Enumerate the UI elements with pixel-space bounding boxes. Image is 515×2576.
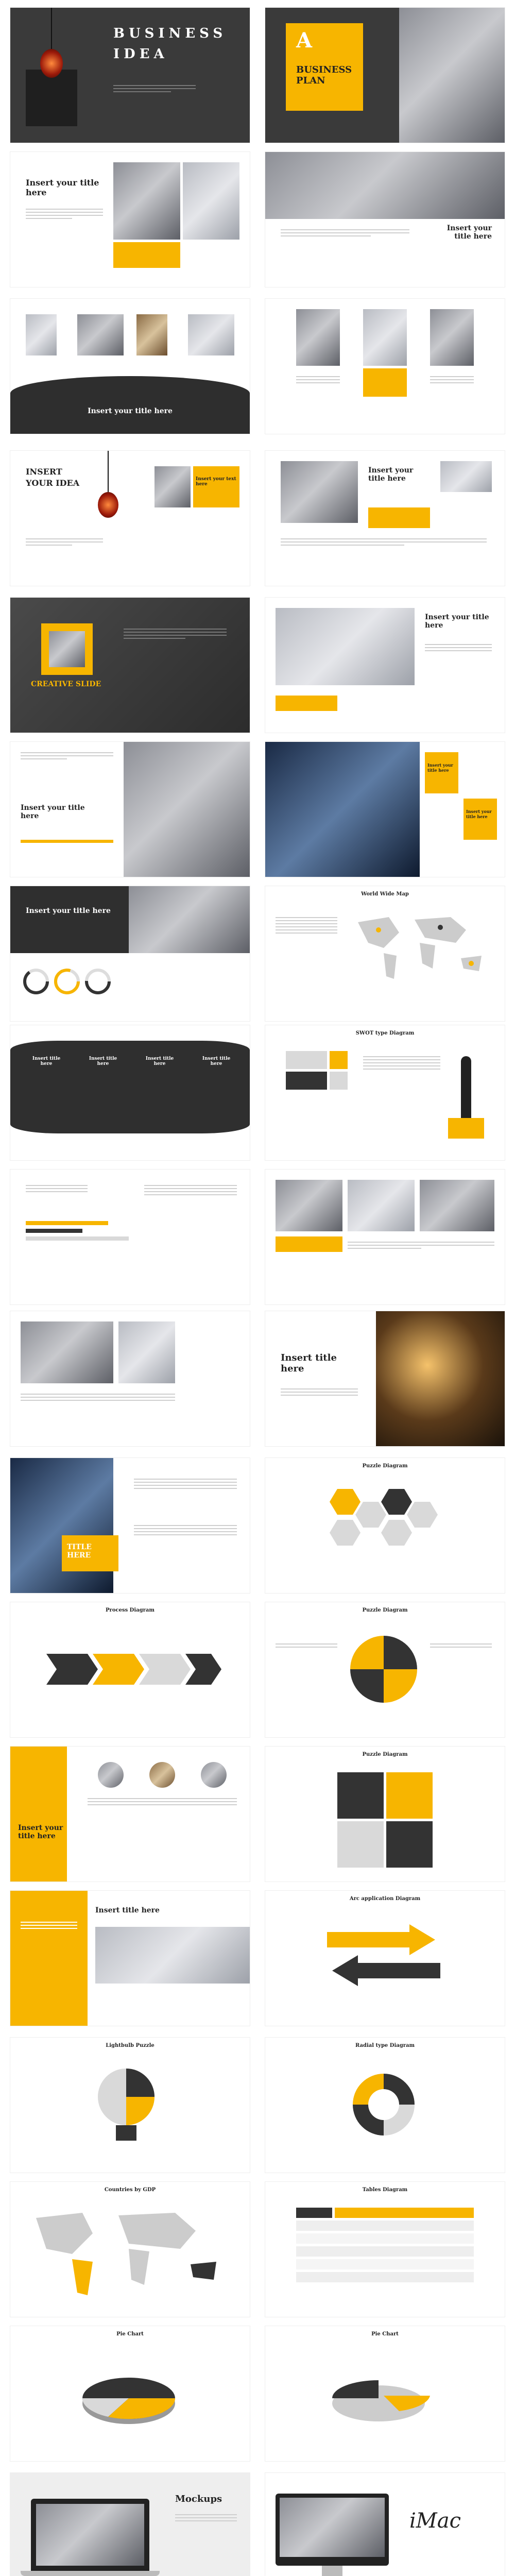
slide-swot[interactable] (265, 1025, 505, 1160)
slide-title: iMac (409, 2509, 461, 2533)
slide-title: Puzzle Diagram (362, 1607, 408, 1613)
slide-team[interactable] (10, 1747, 250, 1882)
slide-insert-idea[interactable] (10, 451, 250, 586)
slide-title: Radial type Diagram (355, 2043, 415, 2048)
slide-insert-title-hand[interactable] (265, 1311, 505, 1446)
slide-title: Pie Chart (116, 2331, 144, 2337)
slide-title: Insert title here (281, 1352, 337, 1374)
slide-business-plan[interactable] (265, 8, 505, 143)
gdp-world-map (26, 2202, 232, 2300)
slide-title: TITLE HERE (67, 1543, 92, 1560)
slide-title: INSERT YOUR IDEA (26, 467, 80, 488)
process-diagram (36, 1633, 221, 1705)
slide-photo-columns[interactable] (265, 299, 505, 434)
slide-puzzle-3[interactable] (265, 1747, 505, 1882)
slide-insert-title-7[interactable] (10, 886, 250, 1021)
slide-insert-title-4[interactable] (265, 451, 505, 586)
slide-title: Insert your title here (18, 1824, 63, 1840)
slide-title: Insert your title here (26, 178, 99, 197)
slide-insert-title-1[interactable] (10, 152, 250, 287)
slide-title: Puzzle Diagram (362, 1752, 408, 1757)
slide-insert-title-2[interactable] (265, 152, 505, 287)
slide-title: SWOT type Diagram (355, 1030, 415, 1036)
slide-title: Mockups (175, 2494, 222, 2504)
slide-title: World Wide Map (361, 891, 409, 897)
lightbulb-icon (93, 451, 124, 533)
slide-title: BUSINESS IDEA (113, 26, 227, 62)
circle-puzzle (348, 1633, 420, 1705)
slide-title: Insert your title here (88, 407, 173, 415)
slide-text-bars[interactable] (10, 1170, 250, 1304)
slide-letter: A (296, 28, 313, 53)
slide-insert-title-6[interactable] (10, 742, 250, 877)
slide-pie-chart-2[interactable] (265, 2326, 505, 2461)
box-title-1: Insert your title here (427, 762, 453, 773)
slide-puzzle-2[interactable] (265, 1602, 505, 1737)
box-title: Insert your text here (196, 477, 236, 487)
slide-radial-type[interactable] (265, 2038, 505, 2173)
lightbulb-icon (33, 8, 70, 95)
slide-tables[interactable] (265, 2182, 505, 2317)
slide-arc-application[interactable] (265, 1891, 505, 2026)
slide-imac-mockup[interactable] (265, 2473, 505, 2576)
slide-title: Insert your title here (26, 907, 111, 915)
slide-title: Countries by GDP (104, 2187, 156, 2193)
radial-arrows (342, 2063, 425, 2146)
slide-title: BUSINESS PLAN (296, 64, 352, 86)
lightbulb-puzzle-diagram (88, 2063, 165, 2151)
slide-title: Insert your title here (368, 466, 414, 483)
slide-title: Pie Chart (371, 2331, 399, 2337)
hexagon-puzzle (317, 1484, 451, 1561)
slide-title: Insert your title here (21, 804, 85, 820)
slide-title: CREATIVE SLIDE (31, 680, 101, 688)
slide-title: Process Diagram (106, 1607, 154, 1613)
slide-puzzle-1[interactable] (265, 1458, 505, 1593)
column-title-2: Insert title here (89, 1056, 117, 1066)
slide-business-idea[interactable] (10, 8, 250, 143)
slide-photo-grid[interactable] (265, 1170, 505, 1304)
slide-insert-title-3[interactable] (10, 299, 250, 434)
box-title-2: Insert your title here (466, 809, 492, 819)
slide-pie-chart-1[interactable] (10, 2326, 250, 2461)
slide-creative[interactable] (10, 598, 250, 733)
slide-countries-gdp[interactable] (10, 2182, 250, 2317)
slide-globe-hands[interactable] (265, 742, 505, 877)
slide-four-columns[interactable] (10, 1025, 250, 1160)
pie-3d (77, 2367, 180, 2429)
pie-3d-exploded (322, 2367, 445, 2429)
column-title-3: Insert title here (145, 1056, 174, 1066)
slide-insert-title-9[interactable] (10, 1891, 250, 2026)
slide-title: Arc application Diagram (349, 1896, 421, 1902)
slide-insert-title-8[interactable] (10, 1311, 250, 1446)
column-title-1: Insert title here (32, 1056, 61, 1066)
slide-title: Puzzle Diagram (362, 1463, 408, 1469)
slide-world-map[interactable] (265, 886, 505, 1021)
slide-process[interactable] (10, 1602, 250, 1737)
slide-title: Insert your title here (447, 224, 492, 241)
world-map (348, 907, 492, 984)
slide-title-here[interactable] (10, 1458, 250, 1593)
progress-rings (21, 963, 144, 1005)
slide-title: Tables Diagram (362, 2187, 408, 2193)
slide-mockups[interactable] (10, 2473, 250, 2576)
slide-title: Insert your title here (425, 613, 489, 630)
column-title-4: Insert title here (202, 1056, 231, 1066)
slide-title: Lightbulb Puzzle (106, 2043, 154, 2048)
slide-insert-title-5[interactable] (265, 598, 505, 733)
arrow-diagram (317, 1922, 451, 1999)
slide-title: Insert title here (95, 1906, 160, 1914)
slide-lightbulb-puzzle[interactable] (10, 2038, 250, 2173)
